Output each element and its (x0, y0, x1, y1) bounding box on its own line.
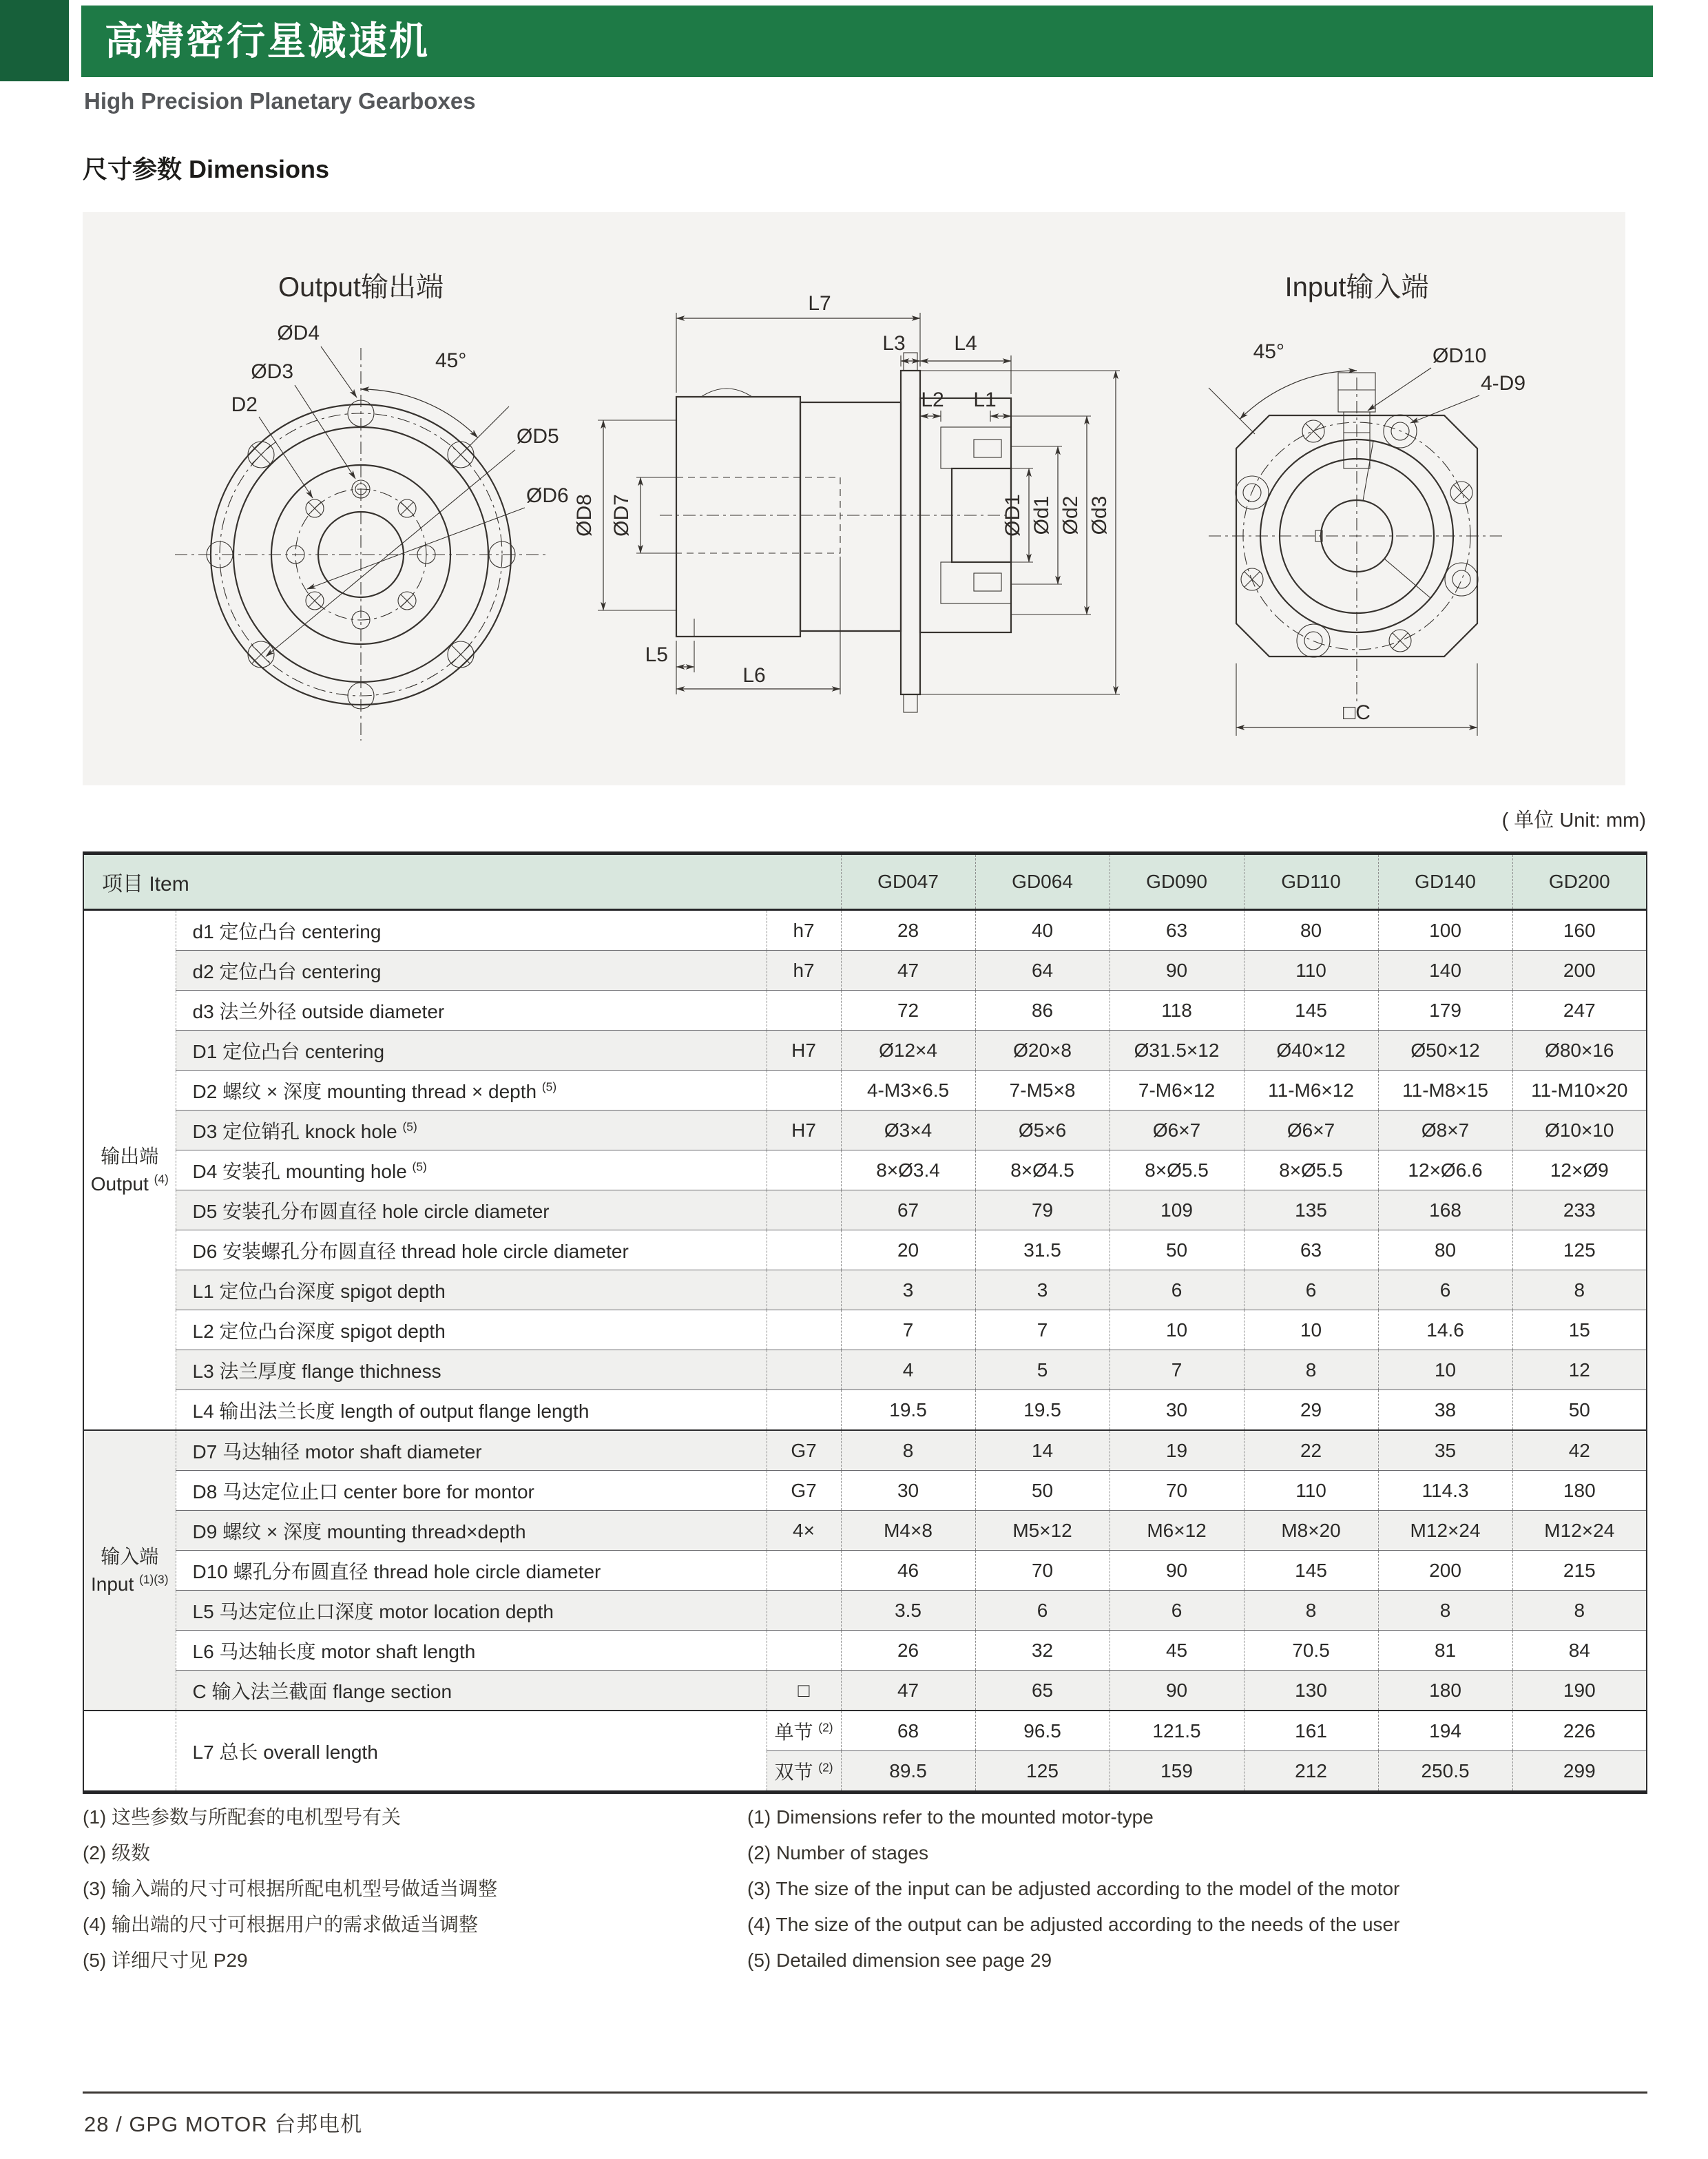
value-cell: 4-M3×6.5 (841, 1071, 975, 1111)
value-cell: 250.5 (1378, 1751, 1512, 1793)
value-cell: 5 (975, 1350, 1110, 1390)
footnote-item: (5) Detailed dimension see page 29 (747, 1950, 1052, 1971)
dim-label-od4: ØD4 (277, 322, 320, 344)
tolerance-cell: G7 (767, 1471, 841, 1511)
value-cell: 70.5 (1244, 1631, 1378, 1671)
value-cell: 10 (1378, 1350, 1512, 1390)
left-green-tab (0, 0, 69, 81)
value-cell: 8 (841, 1430, 975, 1471)
value-cell: 86 (975, 991, 1110, 1031)
value-cell: 6 (1378, 1270, 1512, 1310)
table-row (83, 1551, 1647, 1591)
value-cell: M8×20 (1244, 1511, 1378, 1551)
value-cell: 19 (1110, 1430, 1244, 1471)
footnote-item: (1) Dimensions refer to the mounted motor-type (747, 1806, 1154, 1828)
value-cell: 110 (1244, 1471, 1378, 1511)
value-cell: 12 (1512, 1350, 1647, 1390)
item-cell: L5 马达定位止口深度 motor location depth (176, 1591, 767, 1631)
table-row (83, 1190, 1647, 1230)
value-cell: 200 (1378, 1551, 1512, 1591)
table-row (83, 1270, 1647, 1310)
column-header-gd200: GD200 (1512, 854, 1647, 910)
item-cell: D5 安装孔分布圆直径 hole circle diameter (176, 1190, 767, 1230)
footnote-item: (5) 详细尺寸见 P29 (83, 1950, 248, 1971)
output-end-view (175, 322, 569, 741)
table-row (83, 1711, 1647, 1751)
value-cell: 90 (1110, 1671, 1244, 1711)
value-cell: 26 (841, 1631, 975, 1671)
unit-note: ( 单位 Unit: mm) (1501, 809, 1646, 831)
page-subtitle: High Precision Planetary Gearboxes (84, 88, 476, 114)
header-banner (81, 6, 1653, 77)
item-cell: d2 定位凸台 centering (176, 951, 767, 991)
value-cell: 4 (841, 1350, 975, 1390)
value-cell: 114.3 (1378, 1471, 1512, 1511)
value-cell: 68 (841, 1711, 975, 1751)
value-cell: 194 (1378, 1711, 1512, 1751)
dim-label-od10: ØD10 (1433, 344, 1487, 367)
value-cell: 65 (975, 1671, 1110, 1711)
value-cell: 8 (1244, 1350, 1378, 1390)
value-cell: 47 (841, 951, 975, 991)
tolerance-cell (767, 1390, 841, 1431)
table-row (83, 1111, 1647, 1150)
value-cell: 160 (1512, 910, 1647, 951)
item-cell: d1 定位凸台 centering (176, 910, 767, 951)
table-row (83, 1430, 1647, 1471)
value-cell: 81 (1378, 1631, 1512, 1671)
value-cell: 70 (1110, 1471, 1244, 1511)
dim-label-l5: L5 (645, 643, 668, 666)
dim-label-input-45: 45° (1253, 340, 1284, 363)
value-cell: 145 (1244, 991, 1378, 1031)
value-cell: 80 (1378, 1230, 1512, 1270)
tolerance-cell (767, 1591, 841, 1631)
value-cell: 180 (1378, 1671, 1512, 1711)
value-cell: Ø50×12 (1378, 1031, 1512, 1071)
value-cell: 8 (1378, 1591, 1512, 1631)
value-cell: Ø8×7 (1378, 1111, 1512, 1150)
footnotes-english (747, 1799, 1643, 1979)
value-cell: 130 (1244, 1671, 1378, 1711)
output-view-title: Output输出端 (278, 272, 444, 302)
value-cell: 6 (1110, 1591, 1244, 1631)
value-cell: M5×12 (975, 1511, 1110, 1551)
dimensions-table (83, 851, 1647, 1794)
technical-drawing-panel (83, 212, 1625, 785)
table-row (83, 1471, 1647, 1511)
table-row (83, 1310, 1647, 1350)
value-cell: M4×8 (841, 1511, 975, 1551)
dim-label-od6: ØD6 (526, 484, 569, 507)
row-group-label: 输入端 Input $^{(1)(3)}$ (83, 1430, 176, 1711)
value-cell: 63 (1110, 910, 1244, 951)
value-cell: 125 (975, 1751, 1110, 1793)
value-cell: 14 (975, 1430, 1110, 1471)
footnote-item: (3) 输入端的尺寸可根据所配电机型号做适当调整 (83, 1878, 498, 1899)
value-cell: 50 (1110, 1230, 1244, 1270)
item-cell: L2 定位凸台深度 spigot depth (176, 1310, 767, 1350)
value-cell: 215 (1512, 1551, 1647, 1591)
value-cell: Ø6×7 (1244, 1111, 1378, 1150)
dim-label-od2s: Ød2 (1059, 495, 1082, 535)
dim-label-l3: L3 (882, 332, 906, 355)
value-cell: 200 (1512, 951, 1647, 991)
dim-label-oD1: ØD1 (1001, 494, 1024, 537)
item-cell: D3 定位销孔 knock hole $^{(5)}$ (176, 1111, 767, 1150)
value-cell: 10 (1110, 1310, 1244, 1350)
dim-label-od7: ØD7 (610, 494, 633, 537)
footnote-item: (1) 这些参数与所配套的电机型号有关 (83, 1806, 402, 1828)
value-cell: 161 (1244, 1711, 1378, 1751)
value-cell: 190 (1512, 1671, 1647, 1711)
value-cell: 110 (1244, 951, 1378, 991)
dim-label-od1s: Ød1 (1030, 495, 1053, 535)
value-cell: 22 (1244, 1430, 1378, 1471)
item-cell: D6 安装螺孔分布圆直径 thread hole circle diameter (176, 1230, 767, 1270)
value-cell: 233 (1512, 1190, 1647, 1230)
value-cell: Ø12×4 (841, 1031, 975, 1071)
value-cell: 19.5 (975, 1390, 1110, 1431)
value-cell: M12×24 (1378, 1511, 1512, 1551)
value-cell: 7-M6×12 (1110, 1071, 1244, 1111)
value-cell: 30 (841, 1471, 975, 1511)
tolerance-cell (767, 1551, 841, 1591)
table-row (83, 1031, 1647, 1071)
item-cell: D4 安装孔 mounting hole $^{(5)}$ (176, 1150, 767, 1190)
value-cell: 28 (841, 910, 975, 951)
tolerance-cell: h7 (767, 910, 841, 951)
item-cell: D10 螺孔分布圆直径 thread hole circle diameter (176, 1551, 767, 1591)
value-cell: 46 (841, 1551, 975, 1591)
table-row (83, 1591, 1647, 1631)
value-cell: 180 (1512, 1471, 1647, 1511)
value-cell: Ø3×4 (841, 1111, 975, 1150)
tolerance-cell (767, 1631, 841, 1671)
value-cell: 121.5 (1110, 1711, 1244, 1751)
value-cell: 6 (1110, 1270, 1244, 1310)
dim-label-d2: D2 (231, 393, 258, 416)
table-row (83, 1511, 1647, 1551)
dim-label-l7: L7 (808, 292, 831, 315)
item-cell: D7 马达轴径 motor shaft diameter (176, 1430, 767, 1471)
value-cell: 30 (1110, 1390, 1244, 1431)
item-cell: L4 输出法兰长度 length of output flange length (176, 1390, 767, 1431)
dim-label-l6: L6 (742, 664, 766, 687)
footnote-item: (3) The size of the input can be adjusted according to the model of the motor (747, 1878, 1400, 1899)
value-cell: 7 (975, 1310, 1110, 1350)
value-cell: 96.5 (975, 1711, 1110, 1751)
item-cell: d3 法兰外径 outside diameter (176, 991, 767, 1031)
item-cell: L3 法兰厚度 flange thichness (176, 1350, 767, 1390)
table-row (83, 1390, 1647, 1431)
value-cell: 35 (1378, 1430, 1512, 1471)
value-cell: 90 (1110, 951, 1244, 991)
footnote-item: (4) 输出端的尺寸可根据用户的需求做适当调整 (83, 1914, 479, 1935)
item-cell: D2 螺纹 × 深度 mounting thread × depth $^{(5)}$ (176, 1071, 767, 1111)
table-row (83, 991, 1647, 1031)
row-group-label (83, 1711, 176, 1793)
value-cell: 42 (1512, 1430, 1647, 1471)
dim-label-od5: ØD5 (517, 425, 559, 448)
footer-rule (83, 2091, 1647, 2094)
value-cell: 84 (1512, 1631, 1647, 1671)
item-cell: C 输入法兰截面 flange section (176, 1671, 767, 1711)
value-cell: 8×Ø5.5 (1244, 1150, 1378, 1190)
dim-label-c: □C (1343, 701, 1371, 724)
value-cell: 299 (1512, 1751, 1647, 1793)
table-row (83, 1230, 1647, 1270)
tolerance-cell (767, 1150, 841, 1190)
value-cell: 145 (1244, 1551, 1378, 1591)
value-cell: 125 (1512, 1230, 1647, 1270)
item-cell: D8 马达定位止口 center bore for montor (176, 1471, 767, 1511)
value-cell: Ø40×12 (1244, 1031, 1378, 1071)
dim-label-4d9: 4-D9 (1481, 372, 1526, 395)
footnotes-chinese (83, 1799, 737, 1979)
value-cell: 11-M10×20 (1512, 1071, 1647, 1111)
tolerance-cell (767, 1350, 841, 1390)
value-cell: 7 (1110, 1350, 1244, 1390)
item-column-header: 项目 Item (83, 854, 841, 910)
value-cell: 72 (841, 991, 975, 1031)
value-cell: 12×Ø6.6 (1378, 1150, 1512, 1190)
dim-label-od3: ØD3 (251, 360, 293, 383)
tolerance-cell: h7 (767, 951, 841, 991)
value-cell: 14.6 (1378, 1310, 1512, 1350)
value-cell: 3.5 (841, 1591, 975, 1631)
value-cell: 135 (1244, 1190, 1378, 1230)
table-header-row (83, 854, 1647, 910)
item-cell: D1 定位凸台 centering (176, 1031, 767, 1071)
tolerance-cell (767, 1190, 841, 1230)
tolerance-cell: 双节 $^{(2)}$ (767, 1751, 841, 1793)
column-header-gd090: GD090 (1110, 854, 1244, 910)
tolerance-cell (767, 1310, 841, 1350)
section-view (573, 292, 1120, 712)
tolerance-cell: H7 (767, 1031, 841, 1071)
value-cell: Ø80×16 (1512, 1031, 1647, 1071)
value-cell: 40 (975, 910, 1110, 951)
page-footer: 28 / GPG MOTOR 台邦电机 (84, 2112, 363, 2136)
value-cell: 3 (841, 1270, 975, 1310)
dim-label-l1: L1 (973, 389, 997, 411)
section-title: 尺寸参数 Dimensions (83, 155, 330, 183)
dim-label-l2: L2 (921, 389, 944, 411)
value-cell: 159 (1110, 1751, 1244, 1793)
value-cell: 8×Ø4.5 (975, 1150, 1110, 1190)
value-cell: 11-M8×15 (1378, 1071, 1512, 1111)
value-cell: 89.5 (841, 1751, 975, 1793)
footnote-item: (2) 级数 (83, 1842, 151, 1863)
value-cell: 8 (1512, 1270, 1647, 1310)
table-row (83, 1350, 1647, 1390)
dim-label-od3s: Ød3 (1088, 495, 1111, 535)
tolerance-cell: 单节 $^{(2)}$ (767, 1711, 841, 1751)
value-cell: 226 (1512, 1711, 1647, 1751)
value-cell: 20 (841, 1230, 975, 1270)
value-cell: 6 (1244, 1270, 1378, 1310)
row-group-label: 输出端 Output $^{(4)}$ (83, 910, 176, 1431)
tolerance-cell (767, 1230, 841, 1270)
value-cell: 67 (841, 1190, 975, 1230)
value-cell: 100 (1378, 910, 1512, 951)
tolerance-cell: H7 (767, 1111, 841, 1150)
value-cell: 50 (1512, 1390, 1647, 1431)
value-cell: Ø31.5×12 (1110, 1031, 1244, 1071)
value-cell: 7-M5×8 (975, 1071, 1110, 1111)
value-cell: 10 (1244, 1310, 1378, 1350)
value-cell: 8 (1244, 1591, 1378, 1631)
value-cell: 47 (841, 1671, 975, 1711)
value-cell: Ø20×8 (975, 1031, 1110, 1071)
column-header-gd140: GD140 (1378, 854, 1512, 910)
value-cell: 6 (975, 1591, 1110, 1631)
value-cell: 90 (1110, 1551, 1244, 1591)
value-cell: 19.5 (841, 1390, 975, 1431)
dim-label-output-45: 45° (435, 349, 467, 372)
value-cell: 118 (1110, 991, 1244, 1031)
value-cell: 140 (1378, 951, 1512, 991)
column-header-gd110: GD110 (1244, 854, 1378, 910)
item-cell: L7 总长 overall length (176, 1711, 767, 1793)
tolerance-cell (767, 1270, 841, 1310)
value-cell: 50 (975, 1471, 1110, 1511)
page-title: 高精密行星减速机 (105, 19, 430, 63)
tolerance-cell (767, 1071, 841, 1111)
item-cell: L1 定位凸台深度 spigot depth (176, 1270, 767, 1310)
value-cell: 29 (1244, 1390, 1378, 1431)
table-row (83, 1071, 1647, 1111)
input-view-title: Input输入端 (1284, 272, 1429, 302)
value-cell: M12×24 (1512, 1511, 1647, 1551)
column-header-gd064: GD064 (975, 854, 1110, 910)
value-cell: 212 (1244, 1751, 1378, 1793)
item-cell: D9 螺纹 × 深度 mounting thread×depth (176, 1511, 767, 1551)
value-cell: 32 (975, 1631, 1110, 1671)
value-cell: 15 (1512, 1310, 1647, 1350)
table-row (83, 1631, 1647, 1671)
value-cell: 7 (841, 1310, 975, 1350)
value-cell: 179 (1378, 991, 1512, 1031)
value-cell: 45 (1110, 1631, 1244, 1671)
value-cell: 8×Ø3.4 (841, 1150, 975, 1190)
value-cell: Ø10×10 (1512, 1111, 1647, 1150)
value-cell: 168 (1378, 1190, 1512, 1230)
table-row (83, 951, 1647, 991)
value-cell: 109 (1110, 1190, 1244, 1230)
value-cell: 64 (975, 951, 1110, 991)
value-cell: 63 (1244, 1230, 1378, 1270)
value-cell: 8 (1512, 1591, 1647, 1631)
tolerance-cell: □ (767, 1671, 841, 1711)
value-cell: 8×Ø5.5 (1110, 1150, 1244, 1190)
table-row (83, 910, 1647, 951)
column-header-gd047: GD047 (841, 854, 975, 910)
value-cell: M6×12 (1110, 1511, 1244, 1551)
tolerance-cell: G7 (767, 1430, 841, 1471)
value-cell: 79 (975, 1190, 1110, 1230)
value-cell: 70 (975, 1551, 1110, 1591)
value-cell: 3 (975, 1270, 1110, 1310)
footnote-item: (2) Number of stages (747, 1842, 928, 1863)
value-cell: 247 (1512, 991, 1647, 1031)
tolerance-cell (767, 991, 841, 1031)
item-cell: L6 马达轴长度 motor shaft length (176, 1631, 767, 1671)
input-end-view (1209, 340, 1525, 736)
footnote-item: (4) The size of the output can be adjusted according to the needs of the user (747, 1914, 1400, 1935)
value-cell: 11-M6×12 (1244, 1071, 1378, 1111)
value-cell: 80 (1244, 910, 1378, 951)
dim-label-l4: L4 (954, 332, 977, 355)
value-cell: 38 (1378, 1390, 1512, 1431)
value-cell: Ø5×6 (975, 1111, 1110, 1150)
table-row (83, 1671, 1647, 1711)
tolerance-cell: 4× (767, 1511, 841, 1551)
table-row (83, 1150, 1647, 1190)
value-cell: Ø6×7 (1110, 1111, 1244, 1150)
value-cell: 31.5 (975, 1230, 1110, 1270)
value-cell: 12×Ø9 (1512, 1150, 1647, 1190)
dimensions-table-body (83, 910, 1647, 1793)
dim-label-od8: ØD8 (573, 494, 596, 537)
